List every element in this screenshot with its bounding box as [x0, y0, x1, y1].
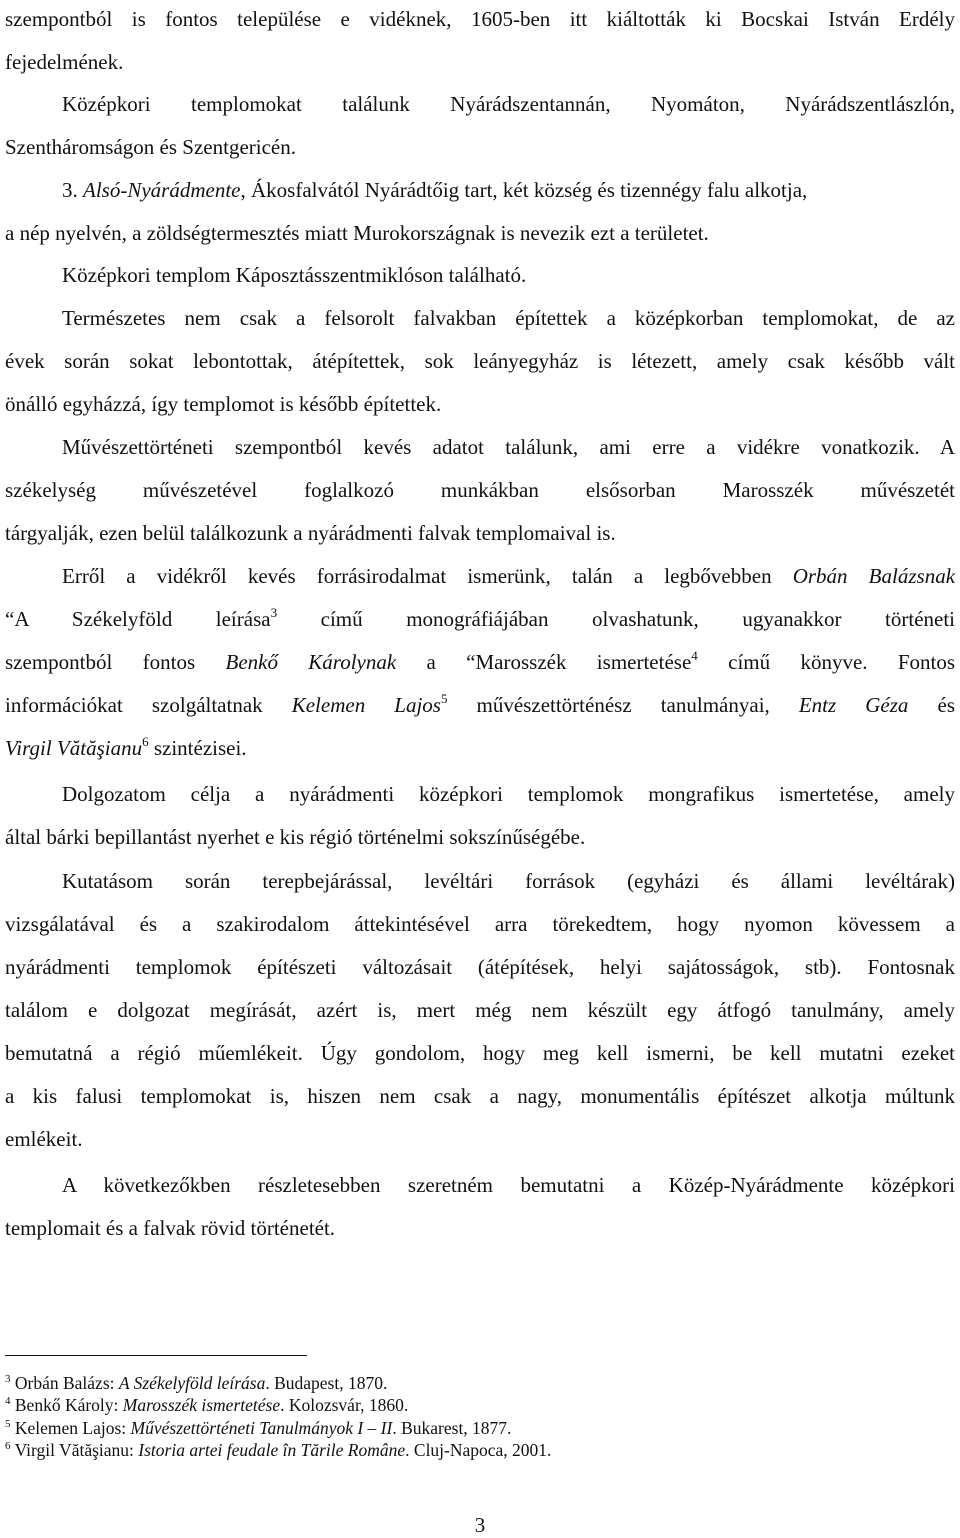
author-name: Entz Géza — [798, 693, 909, 717]
footnote-title: Művészettörténeti Tanulmányok I – II — [130, 1418, 393, 1438]
author-name: Virgil Vătăşianu — [5, 736, 143, 760]
author-name: Kelemen Lajos — [291, 693, 441, 717]
footnote-rest: . Budapest, 1870. — [265, 1373, 388, 1393]
footnote-rest: . Bukarest, 1877. — [392, 1418, 512, 1438]
footnote-title: Istoria artei feudale în Tările Române — [138, 1440, 406, 1460]
paragraph-line: vizsgálatával és a szakirodalom áttekintésével arra törekedtem, hogy nyomon kövessem a — [5, 912, 955, 936]
footnote-author: Kelemen Lajos: — [14, 1418, 131, 1438]
paragraph-line — [5, 649, 955, 675]
footnote-number: 5 — [5, 1418, 11, 1430]
footnote-number: 4 — [5, 1395, 11, 1407]
paragraph-line: Szentháromságon és Szentgericén. — [5, 135, 296, 159]
paragraph-line: emlékeit. — [5, 1127, 83, 1151]
paragraph-line: találom e dolgozat megírását, azért is, mert még nem készült egy átfogó tanulmány, amely — [5, 998, 955, 1022]
author-name: Benkő Károlynak — [225, 650, 397, 674]
text-run: című könyve. Fontos — [728, 650, 956, 674]
footnote-rest: . Kolozsvár, 1860. — [280, 1395, 409, 1415]
list-number: 3. — [62, 178, 78, 202]
paragraph-line: székelység művészetével foglalkozó munkákban elsősorban Marosszék művészetét — [5, 478, 955, 502]
paragraph-line: Természetes nem csak a felsorolt falvakban építettek a középkorban templomokat, de az — [62, 306, 955, 330]
footnote-ref: 6 — [142, 734, 149, 749]
page-number: 3 — [474, 1513, 486, 1537]
paragraph-line: Művészettörténeti szempontból kevés adatot találunk, ami erre a vidékre vonatkozik. A — [62, 435, 955, 459]
footnote-author: Benkő Károly: — [14, 1395, 123, 1415]
paragraph-line: a kis falusi templomokat is, hiszen nem csak a nagy, monumentális építészet alkotja múltunk — [5, 1084, 955, 1108]
paragraph-line: Kutatásom során terepbejárással, levéltári források (egyházi és állami levéltárak) — [62, 869, 955, 893]
footnote — [5, 1394, 408, 1416]
book-title: A Székelyföld leírása — [14, 607, 271, 631]
footnote-number: 6 — [5, 1440, 11, 1452]
text-run: szintézisei. — [153, 736, 247, 760]
paragraph-line: által bárki bepillantást nyerhet e kis régió történelmi sokszínűségébe. — [5, 825, 586, 849]
footnote-author: Virgil Vătăşianu: — [14, 1440, 139, 1460]
paragraph-line: Középkori templom Káposztásszentmiklóson található. — [62, 263, 527, 287]
footnote-rest: . Cluj-Napoca, 2001. — [405, 1440, 552, 1460]
text-run: szempontból fontos — [5, 650, 196, 674]
paragraph-line — [5, 735, 955, 761]
paragraph-line: templomait és a falvak rövid történetét. — [5, 1216, 336, 1240]
footnote-title: Marosszék ismertetése — [122, 1395, 281, 1415]
paragraph-line: önálló egyházzá, így templomot is később építettek. — [5, 392, 442, 416]
footnote — [5, 1417, 511, 1439]
paragraph-line: Dolgozatom célja a nyárádmenti középkori templomok mongrafikus ismertetése, amely — [62, 782, 955, 806]
footnote-number: 3 — [5, 1373, 11, 1385]
paragraph-line — [5, 692, 955, 718]
paragraph-line: A következőkben részletesebben szeretném bemutatni a Közép-Nyárádmente középkori — [62, 1173, 955, 1197]
paragraph-line: Középkori templomokat találunk Nyárádszentannán, Nyomáton, Nyárádszentlászlón, — [62, 92, 955, 116]
text-run: Erről a vidékről kevés forrásirodalmat ismerünk, talán a legbővebben — [62, 564, 772, 588]
region-name: Alsó-Nyárádmente — [83, 178, 241, 202]
author-name: Orbán Balázsnak — [792, 564, 956, 588]
text-run: művészettörténész tanulmányai, — [476, 693, 770, 717]
footnote-author: Orbán Balázs: — [14, 1373, 119, 1393]
footnote-ref: 4 — [691, 648, 698, 663]
paragraph-line: bemutatná a régió műemlékeit. Úgy gondolom, hogy meg kell ismerni, be kell mutatni ezeket — [5, 1041, 955, 1065]
footnote — [5, 1439, 551, 1461]
paragraph-line — [62, 563, 955, 589]
paragraph-line: tárgyalják, ezen belül találkozunk a nyárádmenti falvak templomaival is. — [5, 521, 616, 545]
paragraph-line: fejedelmének. — [5, 50, 124, 74]
footnote — [5, 1372, 387, 1394]
footnote-title: A Székelyföld leírása — [118, 1373, 266, 1393]
text-run: és — [937, 693, 956, 717]
paragraph-line: nyárádmenti templomok építészeti változásait (átépítések, helyi sajátosságok, stb). Fontosnak — [5, 955, 955, 979]
footnote-separator — [5, 1355, 307, 1356]
paragraph-line: szempontból is fontos települése e vidéknek, 1605-ben itt kiáltották ki Bocskai István Erdély — [5, 7, 955, 31]
footnote-ref: 3 — [270, 605, 278, 620]
text-run: információkat szolgáltatnak — [5, 693, 263, 717]
text-run: című monográfiájában olvashatunk, ugyanakkor történeti — [320, 607, 956, 631]
text-run: a “Marosszék ismertetése — [426, 650, 692, 674]
paragraph-line: a nép nyelvén, a zöldségtermesztés miatt Murokországnak is nevezik ezt a területet. — [5, 221, 709, 245]
paragraph-line — [62, 177, 955, 203]
paragraph-line: évek során sokat lebontottak, átépítettek, sok leányegyház is létezett, amely csak később vált — [5, 349, 955, 373]
text-run: , Ákosfalvától Nyárádtőig tart, két község és tizennégy falu alkotja, — [240, 178, 808, 202]
paragraph-line: “A Székelyföld leírása$^3$ című monográfiájában olvashatunk, ugyanakkor történeti — [5, 605, 956, 631]
footnote-ref: 5 — [440, 691, 448, 706]
